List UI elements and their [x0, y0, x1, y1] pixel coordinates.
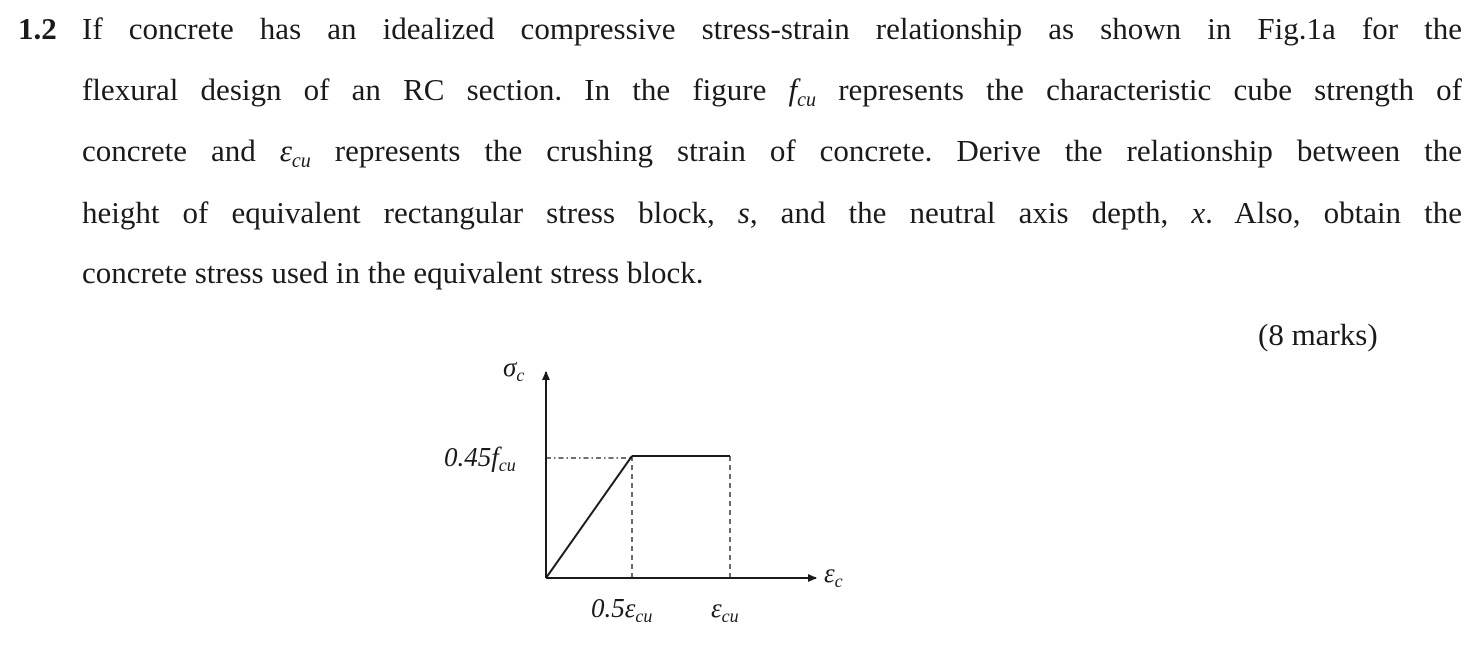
x-axis-label	[824, 558, 843, 591]
y-tick-subscript: cu	[498, 455, 516, 475]
question-text: concrete stress used in the equivalent stress block.	[82, 255, 704, 290]
y-axis-subscript: c	[516, 365, 525, 385]
symbol-x: x	[1191, 195, 1206, 230]
marks-label: (8 marks)	[1258, 317, 1378, 352]
x-axis-symbol: ε	[824, 558, 835, 588]
x-tick-subscript: cu	[721, 606, 739, 626]
x-tick-subscript: cu	[635, 606, 653, 626]
y-axis-symbol: σ	[503, 352, 517, 382]
question-text: flexural design of an RC section. In the figure	[82, 72, 789, 107]
question-text: If concrete has an idealized compressive stress-strain relationship as shown in Fig.1a for the	[82, 11, 1462, 46]
x-tick-symbol: ε	[624, 593, 636, 623]
symbol-f: f	[788, 72, 798, 107]
question-text: height of equivalent rectangular stress block,	[82, 195, 738, 230]
question-number: 1.2	[18, 11, 57, 46]
y-axis-label	[503, 352, 524, 385]
x-tick-coefficient: 0.5	[591, 593, 625, 623]
question-text: concrete and	[82, 133, 280, 168]
question-text: represents the crushing strain of concrete. Derive the relationship between the	[310, 133, 1463, 168]
y-tick-label	[444, 442, 516, 475]
symbol-epsilon: ε	[279, 133, 292, 168]
y-tick-coefficient: 0.45	[444, 442, 492, 472]
x-tick-label-crushing	[711, 593, 739, 626]
x-tick-label-half	[591, 593, 652, 626]
symbol-subscript: cu	[291, 150, 311, 172]
symbol-s: s	[737, 195, 750, 230]
x-axis-subscript: c	[834, 571, 843, 591]
question-text: , and the neutral axis depth,	[749, 195, 1192, 230]
question-text: . Also, obtain the	[1205, 195, 1463, 230]
y-tick-symbol: f	[491, 442, 499, 472]
question-text: represents the characteristic cube strength of	[816, 72, 1463, 107]
x-tick-symbol: ε	[711, 593, 722, 623]
curve-rising-branch	[546, 456, 632, 578]
symbol-subscript: cu	[797, 89, 817, 111]
